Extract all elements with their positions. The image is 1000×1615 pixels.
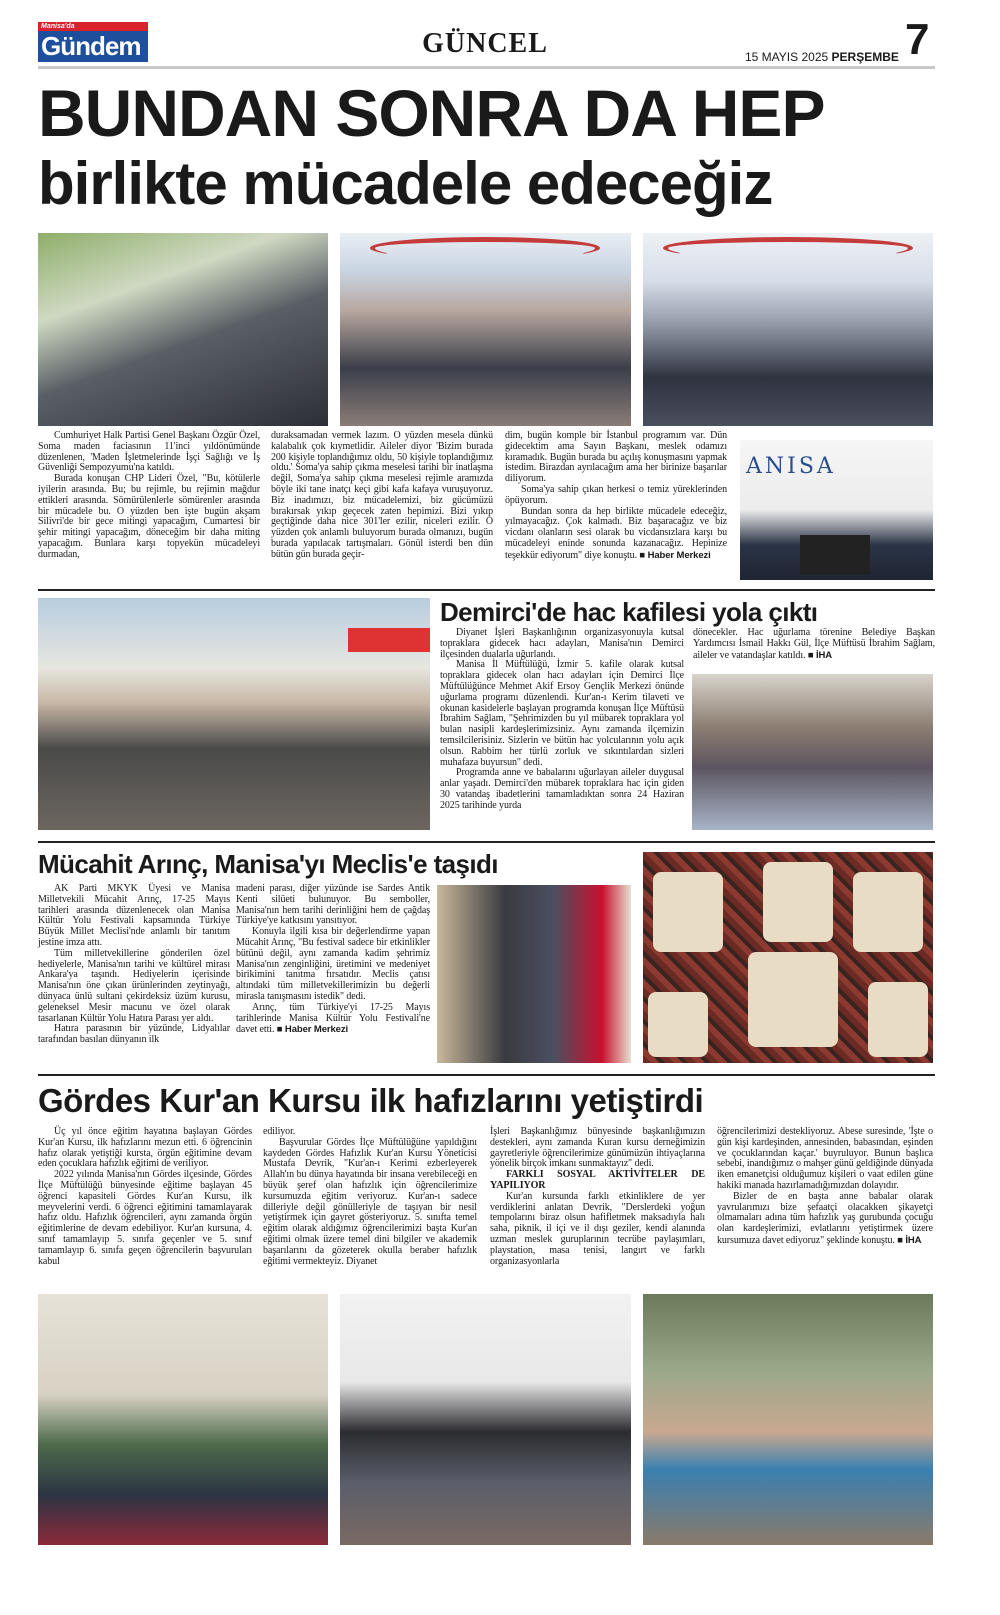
paragraph: dim, bugün komple bir İstanbul programım var. Dün gidecektim ama Sayın Başkanı, meslek odamızı kıramadık. Bugün burada bu açılış konuşmasını yapmak istedim. Birazdan ayrılacağım ama her birinize başarılar diliyorum. [505,430,727,485]
paragraph: İşleri Başkanlığımız bünyesinde başkanlığımızın destekleri, aynı zamanda Kuran kursu derneğimizin gayretleriyle öğrencilerimize günümüzün ihtiyaçlarına yönelik birçok imkanı sunmaktayız" dedi. [490,1126,705,1170]
header-divider [38,66,935,69]
paragraph: madeni parası, diğer yüzünde ise Sardes Antik Kenti silüeti bulunuyor. Bu semboller, Manisa'nın hem tarihi derinliğini hem de çağdaş Türkiye'ye katkısını yansıtıyor. [236,883,430,927]
paragraph: AK Parti MKYK Üyesi ve Manisa Milletvekili Mücahit Arınç, 17-25 Mayıs tarihleri arasında düzenlenecek olan Manisa Kültür Yolu Festivali kapsamında Türkiye Büyük Millet Meclisi'nde anlamlı bir tanıtım jestine imza attı. [38,883,230,948]
photo-symposium-group [340,233,631,426]
paragraph: Diyanet İşleri Başkanlığının organizasyonuyla kutsal topraklara gidecek hacı adayları, Manisa'nın Demirci ilçesinden dualarla uğurlandı. [440,627,684,660]
issue-date: 15 MAYIS 2025 PERŞEMBE [745,50,899,64]
paragraph: Hatıra parasının bir yüzünde, Lidyalılar tarafından basılan dünyanın ilk [38,1023,230,1046]
headline-line2: birlikte mücadele edeceğiz [38,150,773,217]
article1-column-3 [505,431,727,562]
paragraph [236,1003,430,1036]
photo-arinc-gift [437,885,631,1063]
paragraph: Tüm milletvekillerine gönderilen özel hediyelerle, Manisa'nın tarihi ve kültürel mirası Ankara'ya taşındı. Hediyelerin içerisinde Manisa'nın öne çıkan ürünlerinden zeytinyağı, dünyaca ünlü sultani çekirdeksiz üzüm kurusu, geleneksel Mesir macunu ve özel olarak tasarlanan Kültür Yolu Hatıra Parası yer aldı. [38,947,230,1024]
article-divider [38,841,935,843]
paragraph: Konuyla ilgili kısa bir değerlendirme yapan Mücahit Arınç, "Bu festival sadece bir etkinlikler bütünü değil, aynı zamanda kadim şehrimiz Manisa'nın zenginliğini, üretimini ve medeniyet birikimini tanıtma fırsatıdır. Meclis çatısı altındaki tüm milletvekillerimizin bu değerli mirasla tanışmasını istedik" dedi. [236,926,430,1002]
paragraph: ediliyor. [263,1126,296,1137]
article1-column-2 [271,431,493,561]
paragraph-text: Bizler de en başta anne babalar olarak yavrularımızı bize şefaatçi olacakken şikayetçi olmamaları adına tüm hafızlık yaş gurubunda çocuğu olan kardeşlerimizi, evlatlarını yetiştirmek üzere kursumuza davet ediyoruz" şeklinde konuştu. [717,1190,933,1246]
article3-column-1 [38,884,230,1046]
byline: ■ Haber Merkezi [639,549,711,561]
paragraph: Kur'an kursunda farklı etkinliklere de yer verdiklerini anlatan Devrik, "Derslerdeki yoğun tempolarını biraz olsun hafifletmek maksadıyla halı saha, piknik, il içi ve il dışı geziler, kendi alanında uzman meslek guruplarının tecrübe paylaşımları, playstation, masa tenisi, langırt ve farklı organizasyonlarla [490,1190,705,1267]
byline: ■ Haber Merkezi [276,1024,349,1036]
paragraph: öğrencilerimizi destekliyoruz. Abese suresinde, 'İşte o gün kişi kardeşinden, annesinden, babasından, eşinden ve çocuklarından kaçar.' buyruluyor. Bunun başlıca sebebi, inandığımız o mahşer günü geldiğinde dünyada iken emanetçisi olduğumuz kişileri o vaat edilen güne hakiki manada hazırlamadığımızdan dolayıdır. [717,1126,933,1191]
headline-gordes: Gördes Kur'an Kursu ilk hafızlarını yetiştirdi [38,1082,704,1119]
paragraph [505,507,727,562]
paragraph: Başvurular Gördes İlçe Müftülüğüne yapıldığını kaydeden Gördes Hafızlık Kur'an Kursu Yöneticisi Mustafa Devrik, "Kur'an-ı Kerimi ezberleyerek Allah'ın bu dünya hayatında bir insana verebileceği en büyük şeref olan hafızlık için öğrencilerimize kursumuzda eğitim veriyoruz. Kur'an-ı sadece dilleriyle değil gönülleriyle de taşıyan bir nesil yetiştirmek için gayret gösteriyoruz. 5. sınıfta temel eğitim olarak aldığımız öğrencilerimizi başta Kur'an eğitimi olmak üzere temel dini bilgiler ve akademik başarılarını da gözeterek okulla beraber hafızlık eğitimi vermekteyiz. Diyanet [263,1136,477,1267]
headline-line1: BUNDAN SONRA DA HEP [38,76,825,150]
byline: ■ İHA [897,1234,922,1246]
article-divider [38,1074,935,1076]
paragraph: Manisa İl Müftülüğü, İzmir 5. kafile olarak kutsal topraklara gidecek olan hacı adayları için Demirci İlçe Müftülüğünce Mehmet Akif Ersoy Gençlik Merkezi önünde uğurlama programı düzenlendi. Kur'an-ı Kerim tilaveti ve okunan kasidelerle başlayan programda konuşan İlçe Müftüsü İbrahim Sağlam, "Şehrimizden bu yıl mübarek topraklara yol bulan nasipli kardeşlerimizsiniz. Aynı zamanda ilçemizin temsilcilerisiniz. Sizlerin ve bütün hac yolcularının yolu açık olsun. Rabbim her türlü zorluk ve sıkıntılardan sizleri muhafaza buyursun" dedi. [440,659,684,768]
banner-text: ANISA [746,454,836,479]
paragraph: 2022 yılında Manisa'nın Gördes ilçesinde, Gördes İlçe Müftülüğü bünyesinde eğitime başlayan 45 öğrenci kapasiteli Gördes Kur'an Kursu, ilk meyvelerini verdi. 6 öğrenci eğitimini tamamlayarak hafız oldu. Hafızlık öğrencileri, aynı zamanda örgün eğitimlerine de devam edebiliyor. Kur'an kursuna, 4. sınıf tamamlayıp 5. sınıfa geçenler ve 5. sınıf tamamlayıp 6. sınıfa geçen öğrencilerin başvuruları kabul [38,1169,252,1267]
article-divider [38,589,935,591]
paragraph [717,1192,933,1247]
paragraph: duraksamadan vermek lazım. O yüzden mesela dünkü kalabalık çok kıymetlidir. Aileler diyor 'Bizim burada 200 kişiyle toplandığımız oldu, 50 kişiyle toplandığımız oldu.' Soma'ya sahip çıkma meselesi tarihi bir inatlaşma değil, Soma'ya sahip çıkma meselesi rejimle aramızda böyle iki tane inatçı keçi gibi kafa kafaya vuruşuyoruz. Biz inadımızı, biz mücadelemizi, biz gücümüzü bırakırsak yıkıp geçecek zaten hepimizi. Bizi yıkıp geçtiğinde daha nice 301'ler ezilir, niceleri ezilir. O yüzden çok anlamlı buluyorum burada olmanızı, bugün burada yapılacak tartışmaları. Gönül isterdi ben dün bütün gün burada geçir- [271,430,493,560]
paragraph-text: Bundan sonra da hep birlikte mücadele edeceğiz, yılmayacağız. Çok kalmadı. Biz başaracağız ve biz vicdanı olanların sesi olarak bu vicdansızlara karşı bu mücadeleyi eninde sonunda kazanacağız. Hepinize teşekkür ediyorum" diye konuştu. [505,505,727,561]
article4-column-4 [717,1127,933,1247]
article4-column-1 [38,1127,252,1267]
article4-column-2 [263,1127,477,1267]
paragraph [693,628,935,661]
photo-ozel-greeting [38,233,328,426]
photo-symposium-speech [643,233,933,426]
headline-arinc: Mücahit Arınç, Manisa'yı Meclis'e taşıdı [38,849,498,879]
section-title: GÜNCEL [422,28,548,59]
paragraph: Üç yıl önce eğitim hayatına başlayan Gördes Kur'an Kursu, ilk hafızlarını mezun etti. 6 öğrencinin hafız olarak yetiştiği kursta, örgün eğitimine devam eden çocuklara hafızlık eğitimi de veriliyor. [38,1126,252,1170]
page-number: 7 [905,15,930,64]
article2-column-1 [440,628,684,812]
photo-hajj-women-praying [692,674,933,830]
newspaper-logo: Manisa'da Gündem [38,22,148,62]
photo-ozel-speaking [740,440,933,580]
paragraph: Programda anne ve babalarını uğurlayan aileler duygusal anlar yaşadı. Demirci'den mübarek topraklara hac için giden 30 vatandaş ibadetlerini tamamladıktan sonra 24 Haziran 2025 tarihinde yurda [440,767,684,811]
photo-students-with-quran [38,1294,328,1545]
byline: ■ İHA [807,649,833,661]
paragraph-text: Arınç, tüm Türkiye'yi 17-25 Mayıs tarihlerinde Manisa Kültür Yolu Festivali'ne davet etti. [236,1001,430,1036]
photo-hajj-farewell-crowd [38,598,430,830]
article1-column-1 [38,431,260,561]
subheading: FARKLI SOSYAL AKTİVİTELER DE YAPILIYOR [490,1169,705,1191]
article4-column-3 [490,1127,705,1267]
paragraph-text: dönecekler. Hac uğurlama törenine Belediye Başkan Yardımcısı İsmail Hakkı Gül, İlçe Müftüsü İbrahim Sağlam, aileler ve vatandaşlar katıldı. [693,627,935,661]
article2-column-2 [693,628,935,661]
paragraph: Soma'ya sahip çıkan herkesi o temiz yüreklerinden öpüyorum. [505,483,727,506]
photo-students-picnic-cake [643,1294,933,1545]
article3-column-2 [236,884,430,1036]
photo-gift-bags-coin [643,852,933,1063]
photo-graduates-group [340,1294,631,1545]
paragraph: Cumhuriyet Halk Partisi Genel Başkanı Özgür Özel, Soma maden faciasının 11'inci yıldönümünde düzenlenen, 'Maden İşletmelerinde İşçi Sağlığı ve İş Güvenliği Sempozyumu'na katıldı. [38,430,260,474]
headline-demirci: Demirci'de hac kafilesi yola çıktı [440,597,818,627]
paragraph: Burada konuşan CHP Lideri Özel, "Bu, kötülerle iyilerin arasında. Bu; bu rejimle, bu rejimin mağdur ettikleri arasında. Sömürülenlerle sömürenler arasında bir mücadele bu. O yüzden ben işte bugün akşam Silivri'de bir gece mitingi yapacağım, Cumartesi bir şehir mitingi yapacağım, döneceğim bir daha miting yapacağım. Bunlara karşı topyekün mücadeleyi durmadan, [38,473,260,560]
